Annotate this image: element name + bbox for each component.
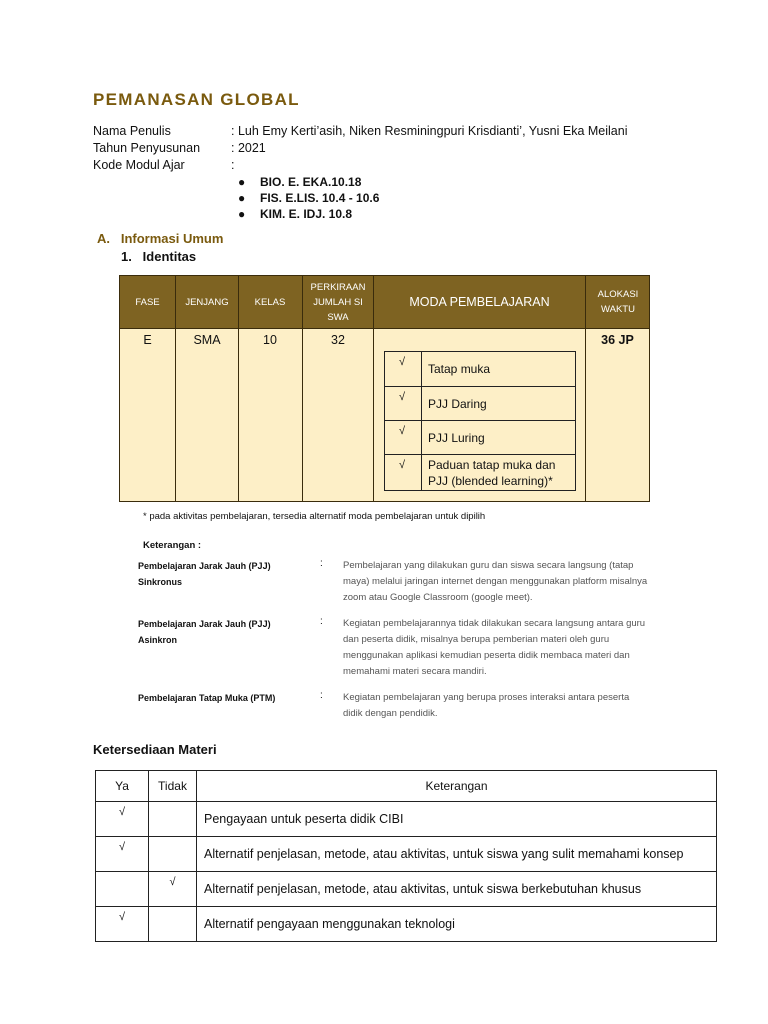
header-tidak: Tidak bbox=[149, 771, 197, 802]
check-mark-icon: √ bbox=[399, 425, 406, 437]
meta-code-value: : bbox=[231, 158, 235, 172]
header-alokasi: ALOKASI WAKTU bbox=[597, 289, 639, 315]
definition-desc: Kegiatan pembelajaran yang berupa proses interaksi antara peserta didik dengan pendidik. bbox=[343, 692, 630, 719]
definition-colon: : bbox=[320, 690, 323, 701]
ya-cell: √ bbox=[96, 837, 149, 872]
code-text: KIM. E. IDJ. 10.8 bbox=[260, 207, 353, 221]
header-jumlah-siswa: PERKIRAAN JUMLAH SI SWA bbox=[310, 281, 366, 323]
moda-label: PJJ Daring bbox=[428, 397, 487, 411]
value-fase: E bbox=[143, 333, 152, 347]
definition-term: Pembelajaran Jarak Jauh (PJJ) Sinkronus bbox=[138, 561, 271, 587]
bullet-icon: ● bbox=[238, 175, 246, 189]
ketersediaan-table bbox=[95, 770, 717, 942]
moda-row bbox=[385, 454, 575, 491]
table-divider bbox=[120, 328, 649, 329]
value-jumlah: 32 bbox=[331, 333, 345, 347]
value-jenjang: SMA bbox=[193, 333, 221, 347]
keterangan-cell: Pengayaan untuk peserta didik CIBI bbox=[197, 802, 717, 837]
table-divider bbox=[302, 276, 303, 501]
tidak-cell bbox=[149, 907, 197, 942]
check-mark-icon: √ bbox=[399, 391, 406, 403]
ya-cell bbox=[96, 872, 149, 907]
header-kelas: KELAS bbox=[254, 296, 286, 308]
code-text: BIO. E. EKA.10.18 bbox=[260, 175, 362, 189]
meta-author-value: : Luh Emy Kerti’asih, Niken Resminingpuri Krisdianti’, Yusni Eka Meilani bbox=[231, 124, 628, 138]
moda-label: Tatap muka bbox=[428, 362, 491, 376]
header-fase: FASE bbox=[135, 296, 160, 308]
definition-desc: Kegiatan pembelajarannya tidak dilakukan secara langsung antara guru dan peserta didik, misalnya berupa pemberian materi oleh guru menggunakan aplikasi kemudian peserta didik membaca materi dan memahami materi secara mandiri. bbox=[343, 618, 646, 677]
bullet-icon: ● bbox=[238, 207, 246, 221]
tidak-cell: √ bbox=[149, 872, 197, 907]
subsection-heading-identitas: 1. Identitas bbox=[121, 249, 197, 264]
moda-row bbox=[385, 352, 575, 386]
check-mark-icon: √ bbox=[399, 459, 406, 471]
table-row bbox=[96, 872, 717, 907]
moda-label: Paduan tatap muka dan PJJ (blended learning)* bbox=[428, 458, 556, 488]
table-divider bbox=[175, 276, 176, 501]
check-mark-icon: √ bbox=[399, 356, 406, 368]
table-divider bbox=[585, 276, 586, 501]
value-alokasi: 36 JP bbox=[601, 333, 634, 347]
header-moda: MODA PEMBELAJARAN bbox=[409, 294, 550, 309]
table-divider bbox=[238, 276, 239, 501]
document-title: PEMANASAN GLOBAL bbox=[93, 90, 300, 109]
table-row bbox=[96, 802, 717, 837]
code-item bbox=[238, 175, 361, 189]
ya-cell: √ bbox=[96, 907, 149, 942]
definition-term: Pembelajaran Jarak Jauh (PJJ) Asinkron bbox=[138, 619, 271, 645]
keterangan-cell: Alternatif penjelasan, metode, atau aktivitas, untuk siswa yang sulit memahami konsep bbox=[197, 837, 717, 872]
table-row bbox=[96, 907, 717, 942]
tidak-cell bbox=[149, 837, 197, 872]
keterangan-cell: Alternatif pengayaan menggunakan teknologi bbox=[197, 907, 717, 942]
meta-author-label: Nama Penulis bbox=[93, 124, 171, 138]
ketersediaan-heading: Ketersediaan Materi bbox=[93, 742, 217, 757]
moda-table bbox=[384, 351, 576, 491]
definition-colon: : bbox=[320, 558, 323, 569]
table-divider bbox=[373, 276, 374, 501]
code-item bbox=[238, 191, 379, 205]
header-ya: Ya bbox=[96, 771, 149, 802]
moda-row bbox=[385, 386, 575, 421]
table-header-row bbox=[96, 771, 717, 802]
bullet-icon: ● bbox=[238, 191, 246, 205]
meta-year-label: Tahun Penyusunan bbox=[93, 141, 201, 155]
code-text: FIS. E.LIS. 10.4 - 10.6 bbox=[260, 191, 380, 205]
table-row bbox=[96, 837, 717, 872]
header-keterangan: Keterangan bbox=[197, 771, 717, 802]
section-heading-informasi-umum: A. Informasi Umum bbox=[97, 231, 224, 246]
meta-year-value: : 2021 bbox=[231, 141, 266, 155]
keterangan-heading: Keterangan : bbox=[143, 540, 202, 551]
tidak-cell bbox=[149, 802, 197, 837]
code-item bbox=[238, 207, 352, 221]
header-jenjang: JENJANG bbox=[185, 296, 229, 308]
definition-term: Pembelajaran Tatap Muka (PTM) bbox=[138, 693, 276, 703]
definition-desc: Pembelajaran yang dilakukan guru dan siswa secara langsung (tatap maya) melalui jaringan internet dengan menggunakan platform misalnya zoom atau Google Classroom (google meet). bbox=[343, 560, 648, 603]
moda-footnote: * pada aktivitas pembelajaran, tersedia alternatif moda pembelajaran untuk dipilih bbox=[143, 511, 486, 522]
moda-row bbox=[385, 420, 575, 455]
definition-colon: : bbox=[320, 616, 323, 627]
meta-code-label: Kode Modul Ajar bbox=[93, 158, 185, 172]
ya-cell: √ bbox=[96, 802, 149, 837]
moda-label: PJJ Luring bbox=[428, 431, 485, 445]
keterangan-cell: Alternatif penjelasan, metode, atau aktivitas, untuk siswa berkebutuhan khusus bbox=[197, 872, 717, 907]
value-kelas: 10 bbox=[263, 333, 277, 347]
